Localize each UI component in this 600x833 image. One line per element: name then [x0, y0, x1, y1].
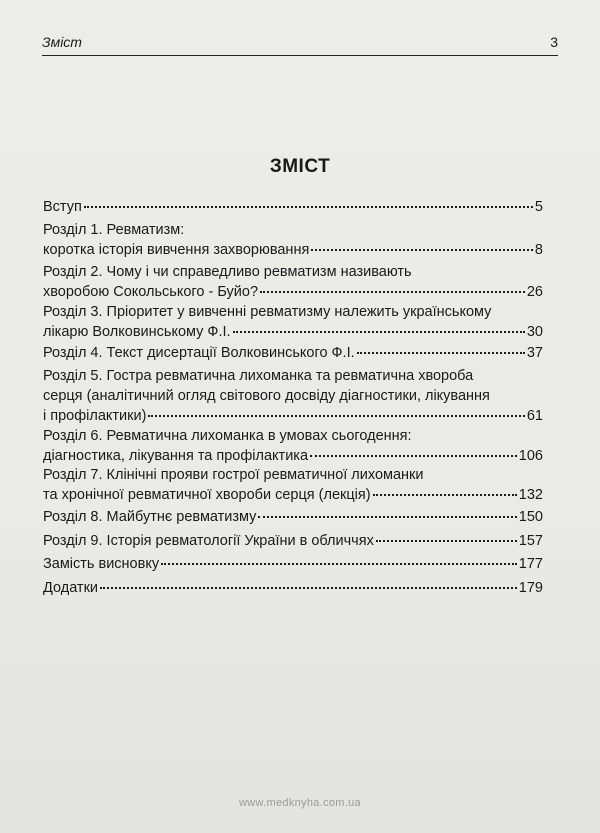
dot-leader	[84, 205, 533, 208]
toc-entry-line: Розділ 7. Клінічні прояви гострої ревматичної лихоманки	[43, 467, 424, 483]
toc-entry-line: Розділ 1. Ревматизм:	[43, 222, 185, 238]
toc-entry-text: лікарю Волковинському Ф.І.	[43, 324, 231, 340]
toc-entry-text: Розділ 9. Історія ревматології України в обличчях	[43, 533, 374, 549]
toc-entry-line: серця (аналітичний огляд світового досвіду діагностики, лікування	[43, 388, 490, 404]
toc-entry-conclusion	[43, 554, 543, 574]
dot-leader	[357, 351, 525, 354]
dot-leader	[258, 515, 516, 518]
toc-entry-chapter-6	[43, 426, 543, 466]
toc-entry-text: хворобою Сокольського - Буйо?	[43, 284, 259, 300]
dot-leader	[161, 562, 517, 565]
toc-entry-text: та хронічної ревматичної хвороби серця (лекція)	[43, 487, 371, 503]
toc-entry-line: Розділ 2. Чому і чи справедливо ревматизм називають	[43, 264, 412, 280]
toc-entry-text: коротка історія вивчення захворювання	[43, 242, 310, 258]
toc-entry-chapter-8	[43, 507, 543, 527]
toc-entry-chapter-5	[43, 366, 543, 426]
header-page-number: 3	[550, 34, 558, 50]
toc-page-number: 150	[518, 509, 543, 525]
toc-entry-chapter-9	[43, 531, 543, 551]
toc-page-number: 37	[526, 345, 543, 361]
toc-page-number: 30	[526, 324, 543, 340]
toc-entry-chapter-2	[43, 262, 543, 302]
toc-page-number: 61	[526, 408, 543, 424]
toc-page-number: 106	[518, 448, 543, 464]
toc-page-number: 26	[526, 284, 543, 300]
toc-title: ЗМІСТ	[269, 156, 331, 177]
toc-entry-appendices	[43, 578, 543, 598]
footer-website: www.medknyha.com.ua	[239, 797, 361, 809]
dot-leader	[148, 414, 524, 417]
toc-entry-text: діагностика, лікування та профілактика	[43, 448, 309, 464]
toc-entry-text: Розділ 4. Текст дисертації Волковинського Ф.І.	[43, 345, 355, 361]
toc-entry-line: Розділ 3. Пріоритет у вивченні ревматизму належить українському	[43, 304, 492, 320]
toc-page-number: 5	[534, 199, 543, 215]
toc-page-number: 8	[534, 242, 543, 258]
toc-entry-line: Розділ 6. Ревматична лихоманка в умовах сьогодення:	[43, 428, 412, 444]
dot-leader	[100, 586, 517, 589]
dot-leader	[260, 290, 525, 293]
toc-entry-chapter-3	[43, 302, 543, 342]
toc-page-number: 132	[518, 487, 543, 503]
toc-entry-text: Вступ	[43, 199, 82, 215]
header-section-title: Зміст	[42, 34, 82, 50]
toc-entry-text: Додатки	[43, 580, 99, 596]
toc-entry-chapter-1	[43, 220, 543, 260]
toc-entry-intro	[43, 197, 543, 217]
toc-entry-text: Замість висновку	[43, 556, 160, 572]
toc-page-number: 177	[518, 556, 543, 572]
dot-leader	[311, 248, 533, 251]
toc-entry-chapter-7	[43, 465, 543, 505]
dot-leader	[376, 539, 517, 542]
toc-page-number: 157	[518, 533, 543, 549]
toc-entry-chapter-4	[43, 343, 543, 363]
toc-page-number: 179	[518, 580, 543, 596]
dot-leader	[373, 493, 517, 496]
toc-entry-text: Розділ 8. Майбутнє ревматизму	[43, 509, 257, 525]
dot-leader	[233, 330, 525, 333]
toc-entry-text: і профілактики)	[43, 408, 147, 424]
toc-entry-line: Розділ 5. Гостра ревматична лихоманка та ревматична хвороба	[43, 368, 474, 384]
dot-leader	[310, 454, 517, 457]
header-rule	[42, 55, 558, 56]
